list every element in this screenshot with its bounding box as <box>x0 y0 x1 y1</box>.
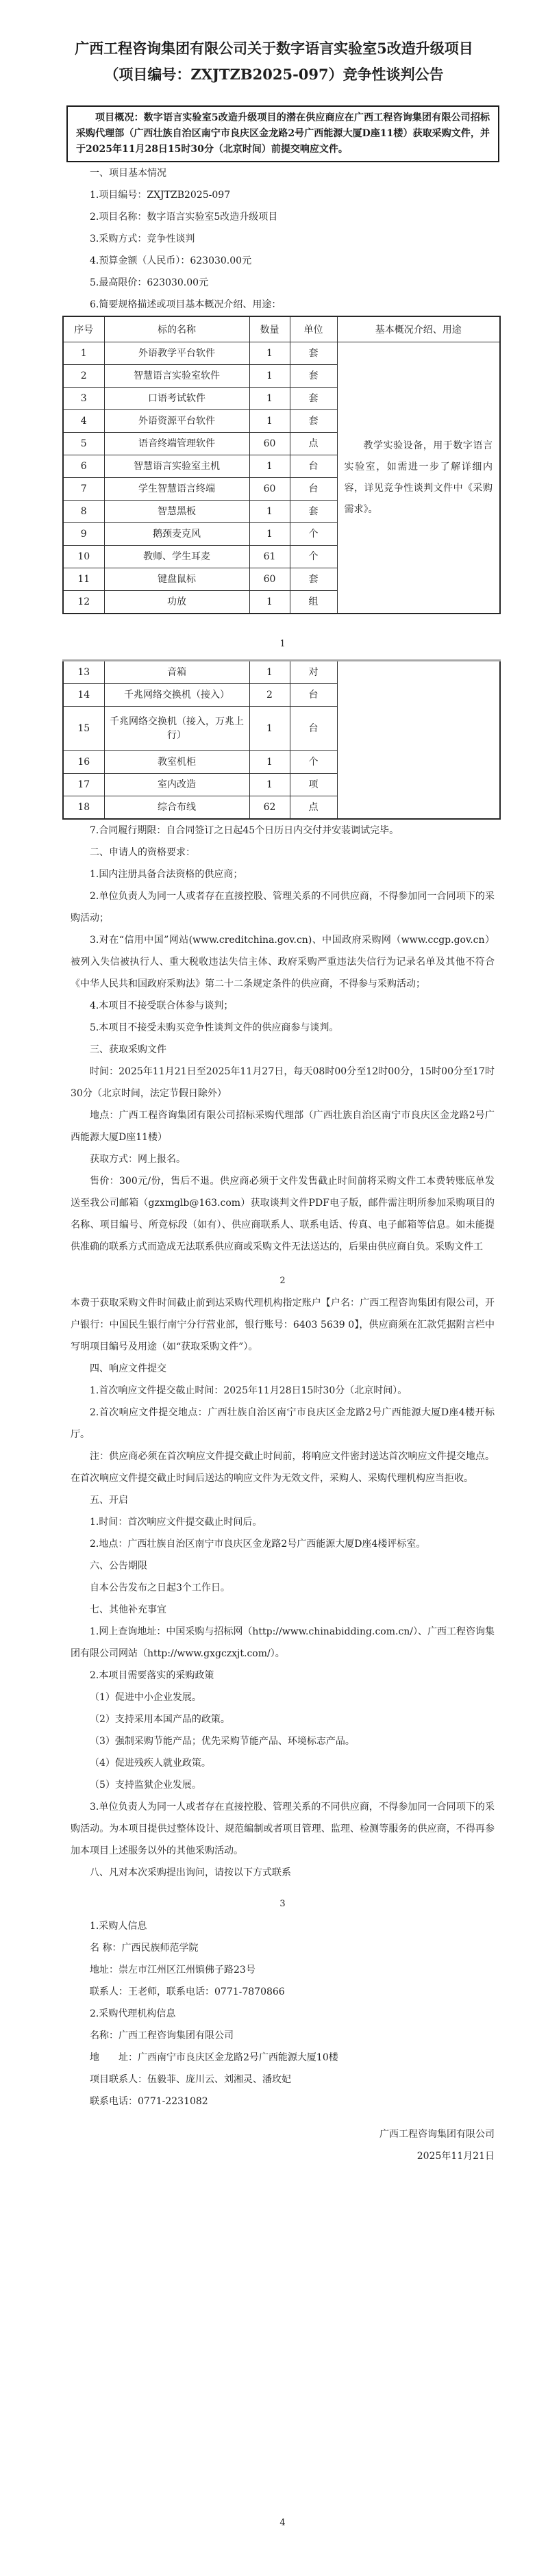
cell-name: 音箱 <box>104 661 249 684</box>
cell-unit: 台 <box>290 478 337 501</box>
online-query-address: 1.网上查询地址：中国采购与招标网（http://www.chinabidding.com.cn/）、广西工程咨询集团有限公司网站（http://www.gxgczxjt.com/）。 <box>71 1626 495 1659</box>
doc-price-part1: 售价：300元/份，售后不退。供应商必须于文件发售截止时间前将采购文件工本费转账底单发送至我公司邮箱（gzxmglb@163.com）获取谈判文件PDF电子版，邮件需注明所参加采购项目的名称、项目编号、所竞标段（如有）、供应商联系人、联系电话、传真、电子邮箱等信息。如未能提供准确的联系方式而造成无法联系供应商或采购文件无法送达的，后果由供应商自负。采购文件工 <box>71 1176 495 1252</box>
project-name: 2.项目名称：数字语言实验室5改造升级项目 <box>90 212 278 223</box>
cell-qty: 1 <box>249 523 290 546</box>
cell-qty: 1 <box>249 591 290 614</box>
cell-no: 6 <box>63 455 104 478</box>
cell-unit: 台 <box>290 707 337 751</box>
title-line-2: （项目编号：ZXJTZB2025-097）竞争性谈判公告 <box>104 66 444 83</box>
response-note: 注：供应商必须在首次响应文件提交截止时间前，将响应文件密封送达首次响应文件提交地点。在首次响应文件提交截止时间后送达的响应文件为无效文件，采购人、采购代理机构应当拒收。 <box>71 1451 495 1484</box>
goods-description: 教学实验设备，用于数字语言实验室，如需进一步了解详细内容，详见竞争性谈判文件中《采购需求》。 <box>344 440 493 515</box>
cell-name: 教室机柜 <box>104 751 249 774</box>
goods-table-page1 <box>62 316 501 614</box>
budget-amount: 4.预算金额（人民币）：623030.00元 <box>90 255 252 266</box>
cell-unit: 套 <box>290 568 337 591</box>
doc-obtain-method: 获取方式：网上报名。 <box>90 1154 186 1165</box>
cell-qty: 60 <box>249 433 290 455</box>
table-row <box>63 661 500 684</box>
cell-name: 键盘鼠标 <box>104 568 249 591</box>
page-number-2: 2 <box>279 1276 286 1286</box>
qualification-4: 4.本项目不接受联合体参与谈判； <box>90 1000 234 1011</box>
cell-name: 综合布线 <box>104 796 249 820</box>
section2-heading: 二、申请人的资格要求： <box>90 847 195 858</box>
cell-name: 学生智慧语言终端 <box>104 478 249 501</box>
cell-unit: 点 <box>290 433 337 455</box>
opening-place: 2.地点：广西壮族自治区南宁市良庆区金龙路2号广西能源大厦D座4楼评标室。 <box>90 1539 426 1550</box>
cell-name: 智慧语言实验室软件 <box>104 365 249 388</box>
cell-unit: 组 <box>290 591 337 614</box>
cell-no: 15 <box>63 707 104 751</box>
header-qty: 数量 <box>249 316 290 342</box>
qualification-3: 3.对在“信用中国”网站(www.creditchina.gov.cn)、中国政府采购网（www.ccgp.gov.cn）被列入失信被执行人、重大税收违法失信主体、政府采购严重违法失信行为记录名单及其他不符合《中华人民共和国政府采购法》第二十二条规定条件的供应商，不得参与采购活动； <box>71 935 495 989</box>
cell-unit: 点 <box>290 796 337 820</box>
cell-no: 5 <box>63 433 104 455</box>
agency-contacts: 项目联系人：伍毅菲、庞川云、刘湘灵、潘玫妃 <box>90 2074 291 2085</box>
cell-no: 12 <box>63 591 104 614</box>
qualification-1: 1.国内注册具备合法资格的供应商； <box>90 869 243 880</box>
supplement-3: 3.单位负责人为同一人或者存在直接控股、管理关系的不同供应商，不得参加同一合同项下的采购活动。为本项目提供过整体设计、规范编制或者项目管理、监理、检测等服务的供应商，不得再参加本项目上述服务以外的其他采购活动。 <box>71 1802 495 1856</box>
section4-heading: 四、响应文件提交 <box>90 1363 166 1374</box>
cell-no: 7 <box>63 478 104 501</box>
doc-obtain-time: 时间：2025年11月21日至2025年11月27日，每天08时00分至12时00分，15时00分至17时30分（北京时间，法定节假日除外） <box>71 1066 495 1099</box>
cell-qty: 1 <box>249 661 290 684</box>
cell-no: 14 <box>63 684 104 707</box>
title-line-1: 广西工程咨询集团有限公司关于数字语言实验室5改造升级项目 <box>75 40 473 57</box>
cell-no: 4 <box>63 410 104 433</box>
cell-qty: 1 <box>249 365 290 388</box>
cell-no: 11 <box>63 568 104 591</box>
page-number-1: 1 <box>279 639 286 649</box>
header-desc: 基本概况介绍、用途 <box>337 316 500 342</box>
cell-qty: 61 <box>249 546 290 568</box>
policy-4: （4）促进残疾人就业政策。 <box>90 1758 211 1769</box>
cell-name: 口语考试软件 <box>104 388 249 410</box>
policy-2: （2）支持采用本国产品的政策。 <box>90 1714 230 1725</box>
max-price-limit: 5.最高限价：623030.00元 <box>90 277 209 288</box>
cell-qty: 1 <box>249 455 290 478</box>
table-row <box>63 342 500 365</box>
cell-qty: 1 <box>249 342 290 365</box>
page-number-4: 4 <box>279 2518 286 2528</box>
merged-description-cell-continued <box>337 661 500 820</box>
buyer-name: 名 称：广西民族师范学院 <box>90 1943 199 1954</box>
doc-price-part2: 本费于获取采购文件时间截止前到达采购代理机构指定账户【户名：广西工程咨询集团有限公司，开户银行：中国民生银行南宁分行营业部，银行账号：6403 5639 0】，供应商须在汇款凭据附言栏中写明项目编号及用途（如“获取采购文件”）。 <box>71 1298 495 1352</box>
cell-unit: 台 <box>290 684 337 707</box>
cell-qty: 1 <box>249 774 290 796</box>
spec-intro-label: 6.简要规格描述或项目基本概况介绍、用途： <box>90 299 282 310</box>
cell-no: 1 <box>63 342 104 365</box>
section5-heading: 五、开启 <box>90 1495 128 1506</box>
opening-time: 1.时间：首次响应文件提交截止时间后。 <box>90 1517 262 1528</box>
cell-qty: 62 <box>249 796 290 820</box>
cell-qty: 60 <box>249 568 290 591</box>
policy-3: （3）强制采购节能产品；优先采购节能产品、环境标志产品。 <box>90 1736 355 1747</box>
section1-heading: 一、项目基本情况 <box>90 168 166 179</box>
cell-name: 智慧语言实验室主机 <box>104 455 249 478</box>
cell-qty: 1 <box>249 501 290 523</box>
cell-no: 8 <box>63 501 104 523</box>
goods-table-header-row <box>63 316 500 342</box>
page-title <box>27 36 521 88</box>
document-body <box>0 105 548 2534</box>
cell-unit: 套 <box>290 365 337 388</box>
buyer-contact: 联系人：王老师，联系电话：0771-7870866 <box>90 1986 285 1997</box>
policy-intro: 2.本项目需要落实的采购政策 <box>90 1670 214 1681</box>
cell-qty: 1 <box>249 707 290 751</box>
cell-unit: 个 <box>290 751 337 774</box>
header-unit: 单位 <box>290 316 337 342</box>
agency-info-heading: 2.采购代理机构信息 <box>90 2008 176 2019</box>
cell-name: 智慧黑板 <box>104 501 249 523</box>
cell-unit: 套 <box>290 388 337 410</box>
cell-qty: 60 <box>249 478 290 501</box>
doc-obtain-place: 地点：广西工程咨询集团有限公司招标采购代理部（广西壮族自治区南宁市良庆区金龙路2号广西能源大厦D座11楼） <box>71 1110 495 1143</box>
project-overview-text: 项目概况：数字语言实验室5改造升级项目的潜在供应商应在广西工程咨询集团有限公司招标采购代理部（广西壮族自治区南宁市良庆区金龙路2号广西能源大厦D座11楼）获取采购文件，并于2025年11月28日15时30分（北京时间）前提交响应文件。 <box>76 112 490 155</box>
cell-no: 2 <box>63 365 104 388</box>
header-no: 序号 <box>63 316 104 342</box>
buyer-address: 地址：崇左市江州区江州镇佛子路23号 <box>90 1965 256 1975</box>
cell-qty: 1 <box>249 410 290 433</box>
cell-name: 语音终端管理软件 <box>104 433 249 455</box>
signature-company: 广西工程咨询集团有限公司 <box>379 2129 495 2140</box>
header-name: 标的名称 <box>104 316 249 342</box>
cell-no: 13 <box>63 661 104 684</box>
project-overview-box <box>66 105 499 162</box>
announcement-period: 自本公告发布之日起3个工作日。 <box>90 1582 230 1593</box>
cell-unit: 个 <box>290 523 337 546</box>
cell-qty: 1 <box>249 388 290 410</box>
procurement-method: 3.采购方式：竞争性谈判 <box>90 233 195 244</box>
project-number: 1.项目编号：ZXJTZB2025-097 <box>90 190 231 201</box>
cell-qty: 2 <box>249 684 290 707</box>
cell-no: 10 <box>63 546 104 568</box>
cell-unit: 个 <box>290 546 337 568</box>
cell-no: 18 <box>63 796 104 820</box>
response-deadline: 1.首次响应文件提交截止时间：2025年11月28日15时30分（北京时间）。 <box>90 1385 408 1396</box>
cell-unit: 对 <box>290 661 337 684</box>
page-number-3: 3 <box>279 1899 286 1909</box>
agency-phone: 联系电话：0771-2231082 <box>90 2096 208 2107</box>
response-place: 2.首次响应文件提交地点：广西壮族自治区南宁市良庆区金龙路2号广西能源大厦D座4楼开标厅。 <box>71 1407 495 1440</box>
section3-heading: 三、获取采购文件 <box>90 1044 166 1055</box>
cell-name: 教师、学生耳麦 <box>104 546 249 568</box>
section6-heading: 六、公告期限 <box>90 1561 147 1571</box>
agency-name: 名称：广西工程咨询集团有限公司 <box>90 2030 234 2041</box>
cell-unit: 套 <box>290 342 337 365</box>
cell-unit: 套 <box>290 501 337 523</box>
signature-block <box>71 2123 495 2167</box>
cell-name: 外语资源平台软件 <box>104 410 249 433</box>
cell-unit: 套 <box>290 410 337 433</box>
cell-no: 17 <box>63 774 104 796</box>
cell-qty: 1 <box>249 751 290 774</box>
cell-name: 鹅颈麦克风 <box>104 523 249 546</box>
cell-no: 16 <box>63 751 104 774</box>
cell-unit: 项 <box>290 774 337 796</box>
cell-no: 9 <box>63 523 104 546</box>
signature-date: 2025年11月21日 <box>416 2151 495 2162</box>
section7-heading: 七、其他补充事宜 <box>90 1604 166 1615</box>
buyer-info-heading: 1.采购人信息 <box>90 1921 147 1932</box>
cell-name: 千兆网络交换机（接入） <box>104 684 249 707</box>
qualification-2: 2.单位负责人为同一人或者存在直接控股、管理关系的不同供应商，不得参加同一合同项下的采购活动； <box>71 891 495 924</box>
merged-description-cell <box>337 342 500 614</box>
cell-name: 千兆网络交换机（接入，万兆上行） <box>104 707 249 751</box>
section8-heading: 八、凡对本次采购提出询问，请按以下方式联系 <box>90 1867 291 1878</box>
cell-name: 室内改造 <box>104 774 249 796</box>
policy-5: （5）支持监狱企业发展。 <box>90 1780 201 1791</box>
agency-address: 地 址：广西南宁市良庆区金龙路2号广西能源大厦10楼 <box>90 2052 338 2063</box>
qualification-5: 5.本项目不接受未购买竞争性谈判文件的供应商参与谈判。 <box>90 1022 339 1033</box>
goods-table-page2 <box>62 659 501 820</box>
cell-name: 外语教学平台软件 <box>104 342 249 365</box>
cell-name: 功放 <box>104 591 249 614</box>
cell-unit: 台 <box>290 455 337 478</box>
cell-no: 3 <box>63 388 104 410</box>
policy-1: （1）促进中小企业发展。 <box>90 1692 201 1703</box>
contract-period: 7.合同履行期限：自合同签订之日起45个日历日内交付并安装调试完毕。 <box>90 825 399 836</box>
